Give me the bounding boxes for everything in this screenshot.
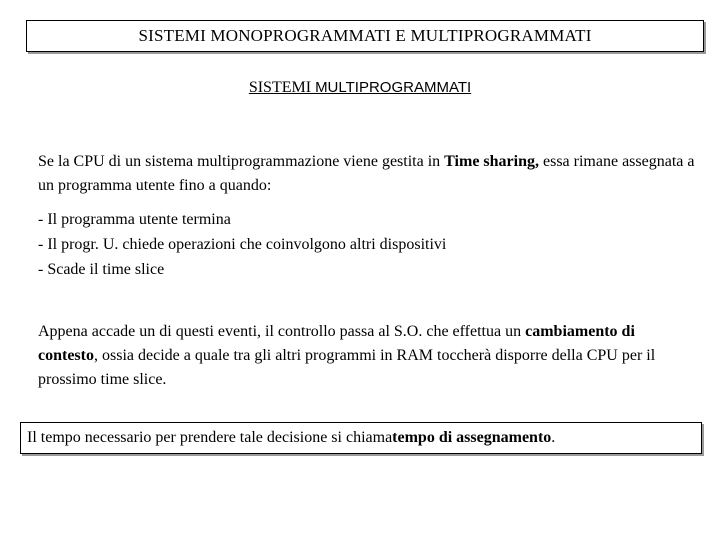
- paragraph2-bold: cambiamento di contesto: [38, 323, 635, 364]
- paragraph1-text2: essa rimane assegnata a un programma utente fino a quando:: [38, 153, 695, 194]
- page-title: SISTEMI MONOPROGRAMMATI E MULTIPROGRAMMATI: [138, 26, 592, 45]
- definition-bold: tempo di assegnamento: [392, 429, 552, 446]
- paragraph-time-sharing: [38, 150, 698, 198]
- list-item: - Il progr. U. chiede operazioni che coinvolgono altri dispositivi: [38, 236, 447, 253]
- paragraph1-bold: Time sharing,: [444, 153, 539, 170]
- paragraph2-text1: Appena accade un di questi eventi, il controllo passa al S.O. che effettua un: [38, 323, 526, 340]
- conditions-list: [38, 207, 446, 282]
- section-subtitle: [0, 79, 720, 97]
- subtitle-part-a: SISTEMI: [248, 79, 316, 96]
- title-box: [26, 20, 704, 52]
- paragraph-context-switch: [38, 320, 698, 392]
- paragraph1-text1: Se la CPU di un sistema multiprogrammazione viene gestita in: [38, 153, 445, 170]
- definition-box: [20, 422, 702, 454]
- list-item: - Il programma utente termina: [38, 211, 231, 228]
- definition-text1: Il tempo necessario per prendere tale decisione si chiama: [27, 429, 393, 446]
- paragraph2-text2: , ossia decide a quale tra gli altri programmi in RAM toccherà disporre della CPU per il prossimo time slice.: [38, 347, 656, 388]
- subtitle-part-b: MULTIPROGRAMMATI: [315, 79, 472, 96]
- definition-text2: .: [551, 429, 556, 446]
- list-item: - Scade il time slice: [38, 261, 165, 278]
